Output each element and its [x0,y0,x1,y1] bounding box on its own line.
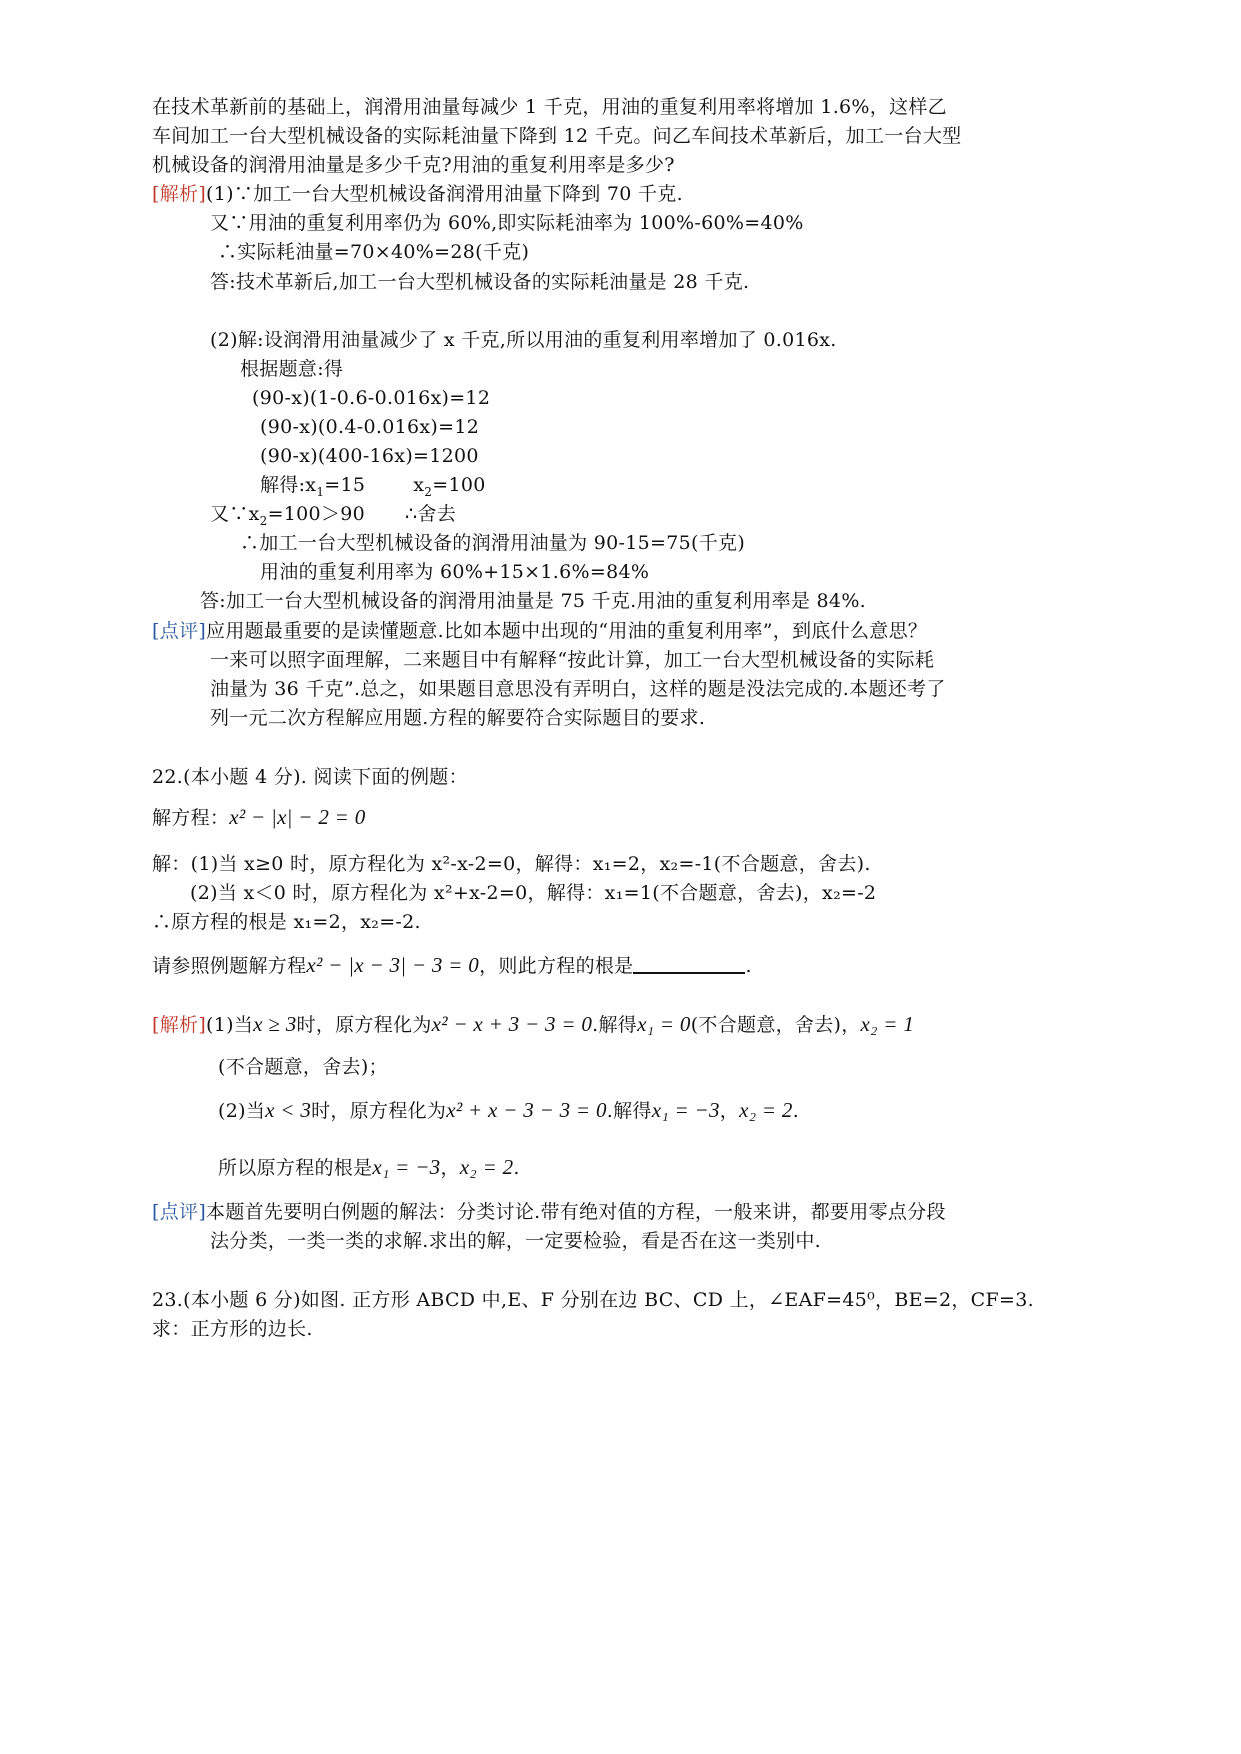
q21-comment-line-4: 列一元二次方程解应用题.方程的解要符合实际题目的要求. [210,707,706,729]
q21-answer-1: 答:技术革新后,加工一台大型机械设备的实际耗油量是 28 千克. [210,271,750,293]
q22-example-solution-2: (2)当 x＜0 时，原方程化为 x²+x-2=0，解得：x₁=1(不合题意，舍去)，x₂=-2 [190,882,877,904]
q21-roots: 解得$:x_1=15$ $x_2=100$ [260,474,486,499]
q22-example-solution-1: 解：(1)当 x≥0 时，原方程化为 x²-x-2=0，解得：x₁=2，x₂=-1(不合题意，舍去). [152,853,871,875]
q22-question: 请参照例题解方程x² − |x − 3| − 3 = 0，则此方程的根是 . [152,953,752,977]
intro-line-1: 在技术革新前的基础上，润滑用油量每减少 1 千克，用油的重复利用率将增加 1.6%，这样乙 [152,96,947,118]
q22-header: 22.(本小题 4 分). 阅读下面的例题： [152,766,468,788]
q21-comment-line-3: 油量为 36 千克”.总之，如果题目意思没有弄明白，这样的题是没法完成的.本题还考了 [210,678,946,700]
q22-comment-line-2: 法分类，一类一类的求解.求出的解，一定要检验，看是否在这一类别中. [210,1230,821,1252]
intro-line-2: 车间加工一台大型机械设备的实际耗油量下降到 12 千克。问乙车间技术革新后，加工一台大型 [152,125,962,147]
solution-tag: [解析] [152,183,207,205]
q22-solution-line-1: [解析](1)当x ≥ 3时，原方程化为x² − x + 3 − 3 = 0.解得x₁ = 0(不合题意，舍去)，x₂ = 1 [152,1012,915,1036]
q22-solution-line-3: (2)当x < 3时，原方程化为x² + x − 3 − 3 = 0.解得x₁ = −3，x₂ = 2. [218,1098,800,1122]
q22-example-equation: 解方程：x² − |x| − 2 = 0 [152,805,366,829]
q21-solution-line-2: 又∵用油的重复利用率仍为 60%,即实际耗油率为 100%-60%=40% [210,212,804,234]
q21-equation-2: (90-x)(0.4-0.016x)=12 [260,416,480,438]
answer-blank [633,954,745,974]
q21-result-2: 用油的重复利用率为 60%+15×1.6%=84% [260,561,650,583]
q22-solution-line-2: (不合题意，舍去)； [218,1056,388,1078]
q21-result-1: ∴加工一台大型机械设备的润滑用油量为 90-15=75(千克) [240,532,746,554]
q22-comment-line-1: [点评]本题首先要明白例题的解法：分类讨论.带有绝对值的方程，一般来讲，都要用零点分段 [152,1201,946,1223]
q21-answer-2: 答:加工一台大型机械设备的润滑用油量是 75 千克.用油的重复利用率是 84%. [200,590,867,612]
q22-example-conclusion: ∴原方程的根是 x₁=2，x₂=-2. [152,911,421,933]
q21-part2-line-1: (2)解:设润滑用油量减少了 x 千克,所以用油的重复利用率增加了 0.016x. [210,329,837,351]
comment-tag: [点评] [152,620,207,642]
q21-solution-line-1: [解析](1)∵加工一台大型机械设备润滑用油量下降到 70 千克. [152,183,683,205]
q21-part2-line-2: 根据题意:得 [240,358,344,380]
q23-question-line-2: 求：正方形的边长. [152,1318,313,1340]
q21-equation-1: (90-x)(1-0.6-0.016x)=12 [252,387,491,409]
q23-question-line-1: 23.(本小题 6 分)如图. 正方形 ABCD 中,E、F 分别在边 BC、CD 上，∠EAF=45⁰，BE=2，CF=3. [152,1289,1034,1311]
intro-line-3: 机械设备的润滑用油量是多少千克?用油的重复利用率是多少? [152,154,675,176]
q21-reject: 又$\because x_2=100>90$ ∴舍去 [210,503,457,528]
q22-solution-conclusion: 所以原方程的根是x₁ = −3，x₂ = 2. [218,1155,520,1179]
q21-solution-line-3: ∴实际耗油量=70×40%=28(千克) [218,241,530,263]
q21-comment-line-1: [点评]应用题最重要的是读懂题意.比如本题中出现的“用油的重复利用率”，到底什么意思？ [152,620,928,642]
q21-equation-3: (90-x)(400-16x)=1200 [260,445,479,467]
q21-comment-line-2: 一来可以照字面理解，二来题目中有解释“按此计算，加工一台大型机械设备的实际耗 [210,649,935,671]
